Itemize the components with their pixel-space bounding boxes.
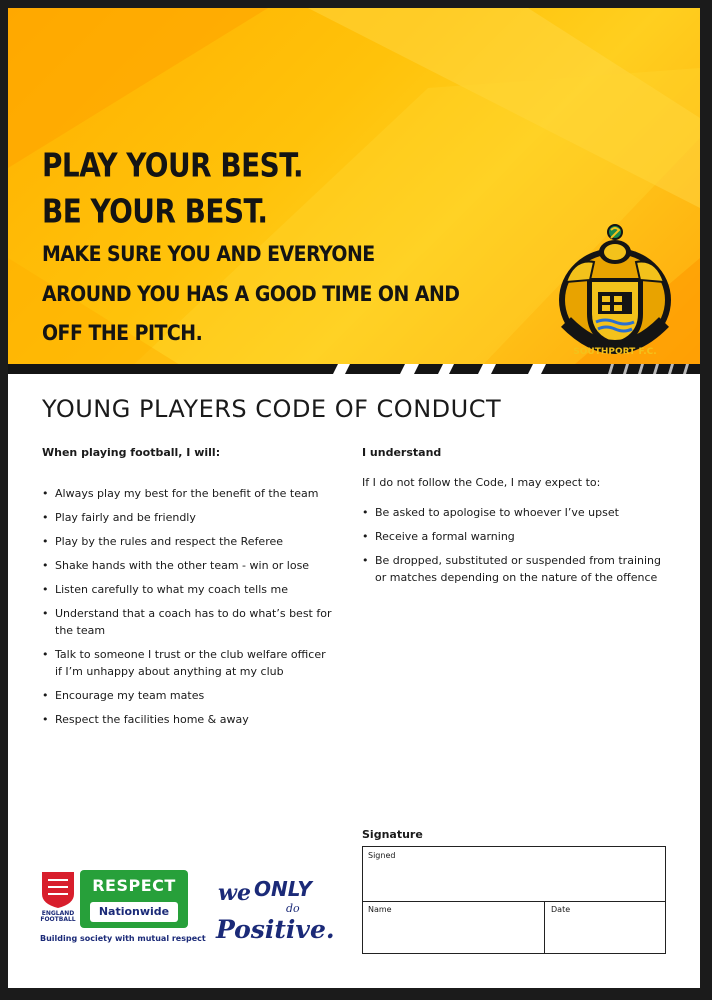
right-column-heading: I understand	[362, 446, 442, 459]
hero-line-5: OFF THE PITCH.	[42, 321, 203, 345]
nationwide-badge	[90, 902, 178, 922]
page-title: YOUNG PLAYERS CODE OF CONDUCT	[42, 395, 502, 423]
hero-line-1: PLAY YOUR BEST.	[42, 147, 304, 185]
signature-divider	[363, 901, 665, 902]
list-item: • Talk to someone I trust or the club welfare officer if I’m unhappy about anything at my club	[42, 646, 332, 680]
england-football-logo-icon	[38, 870, 78, 922]
hero-banner	[8, 8, 700, 370]
list-item: • Respect the facilities home & away	[42, 711, 332, 728]
crest-text: SOUTHPORT F.C.	[573, 347, 657, 357]
list-item: • Encourage my team mates	[42, 687, 332, 704]
list-item: • Listen carefully to what my coach tells me	[42, 581, 332, 598]
signature-box	[362, 846, 666, 954]
list-item: • Play fairly and be friendly	[42, 509, 332, 526]
left-column-list	[42, 485, 332, 735]
respect-nationwide-logo	[80, 870, 188, 928]
fa-line-1: ENGLAND	[41, 910, 75, 917]
right-column-intro: If I do not follow the Code, I may expect to:	[362, 476, 601, 489]
slogan-do: do	[286, 902, 300, 915]
list-item: • Be asked to apologise to whoever I’ve upset	[362, 504, 672, 521]
signed-field-label: Signed	[368, 851, 396, 860]
right-column-list	[362, 504, 672, 593]
list-item: • Shake hands with the other team - win or lose	[42, 557, 332, 574]
slogan-we: we	[218, 880, 251, 906]
list-item: • Receive a formal warning	[362, 528, 672, 545]
hero-line-2: BE YOUR BEST.	[42, 193, 268, 231]
list-item: • Be dropped, substituted or suspended from training or matches depending on the nature of the offence	[362, 552, 672, 586]
we-only-do-positive-logo-icon	[214, 870, 344, 946]
fa-line-2: FOOTBALL	[40, 916, 76, 922]
hero-line-4: AROUND YOU HAS A GOOD TIME ON AND	[42, 282, 460, 306]
slogan-positive: Positive.	[216, 915, 335, 944]
list-item: • Understand that a coach has to do what’s best for the team	[42, 605, 332, 639]
respect-strapline: Building society with mutual respect	[40, 934, 206, 943]
code-of-conduct-sheet	[8, 8, 700, 988]
slogan-only: ONLY	[254, 877, 312, 901]
nationwide-wordmark: Nationwide	[98, 905, 170, 918]
list-item: • Always play my best for the benefit of the team	[42, 485, 332, 502]
name-date-divider	[544, 901, 545, 954]
hero-line-3: MAKE SURE YOU AND EVERYONE	[42, 242, 375, 266]
respect-wordmark: RESPECT	[92, 876, 176, 895]
divider-stripe	[8, 364, 700, 374]
list-item: • Play by the rules and respect the Referee	[42, 533, 332, 550]
signature-label: Signature	[362, 828, 423, 841]
date-field-label: Date	[551, 905, 571, 914]
name-field-label: Name	[368, 905, 392, 914]
left-column-heading: When playing football, I will:	[42, 446, 221, 459]
southport-fc-crest-icon	[554, 222, 676, 358]
